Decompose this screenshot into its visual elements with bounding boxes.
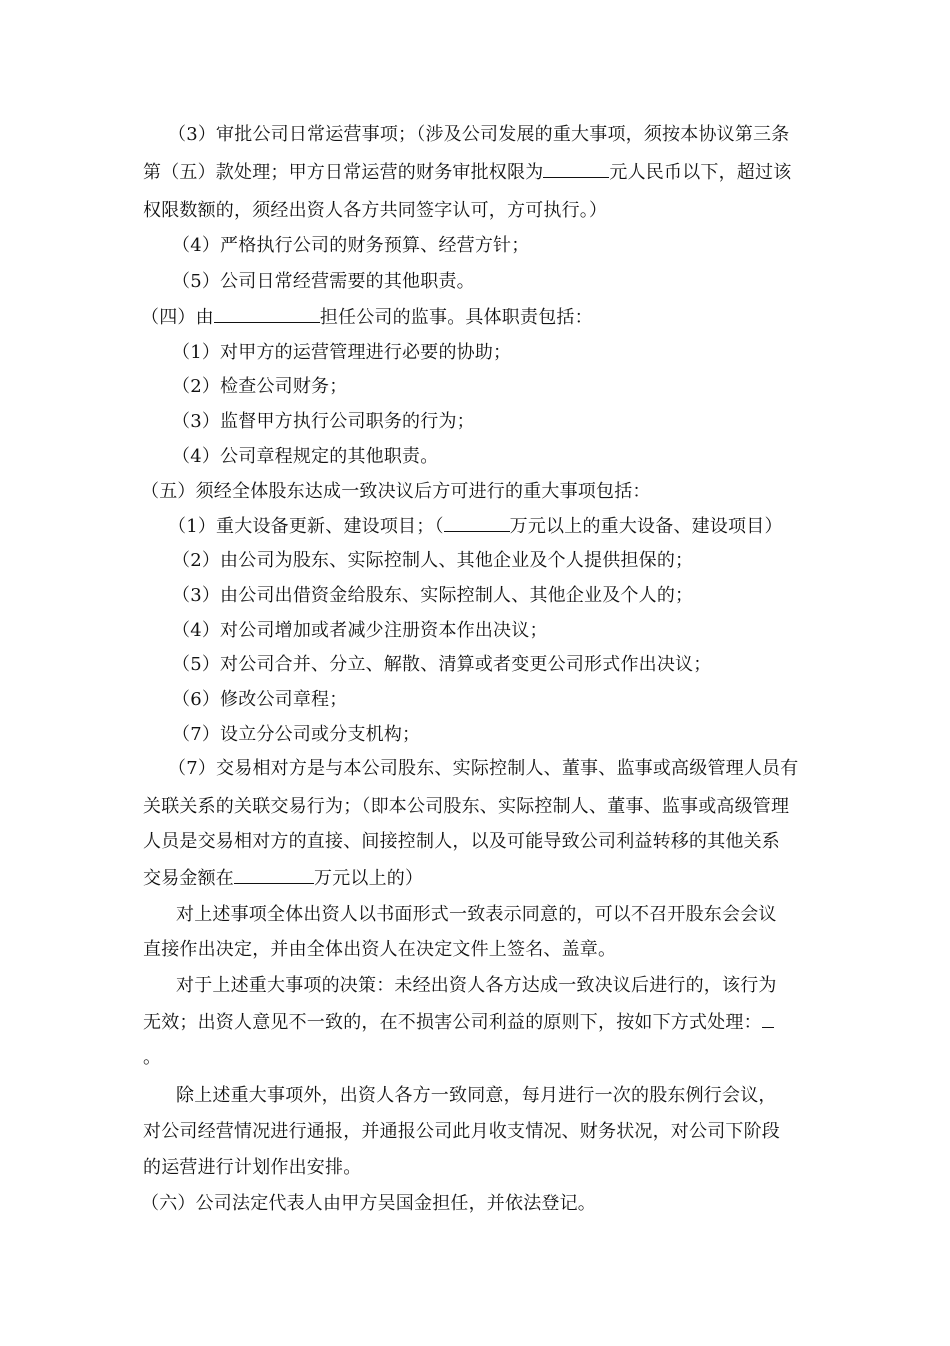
paragraph-5-7b-line-1: （7）交易相对方是与本公司股东、实际控制人、董事、监事或高级管理人员有 (168, 758, 799, 779)
paragraph-5-7b-line-2: 关联关系的关联交易行为；（即本公司股东、实际控制人、董事、监事或高级管理 (143, 796, 790, 817)
text-segment: 万元以上的重大设备、建设项目） (509, 516, 783, 537)
fill-blank-approval-limit[interactable] (543, 161, 609, 178)
paragraph-meeting-line-1: 除上述重大事项外，出资人各方一致同意，每月进行一次的股东例行会议， (176, 1085, 777, 1106)
paragraph-4-2: （2）检查公司财务； (172, 376, 348, 397)
paragraph-3-3-line-1: （3）审批公司日常运营事项；（涉及公司发展的重大事项，须按本协议第三条 (168, 124, 790, 145)
paragraph-consent-line-1: 对上述事项全体出资人以书面形式一致表示同意的，可以不召开股东会会议 (176, 904, 777, 925)
text-segment: （1）重大设备更新、建设项目；（ (168, 516, 444, 537)
paragraph-4-1: （1）对甲方的运营管理进行必要的协助； (172, 342, 512, 363)
text-segment: 交易金额在 (143, 868, 234, 889)
paragraph-5-7b-line-3: 人员是交易相对方的直接、间接控制人，以及可能导致公司利益转移的其他关系 (143, 831, 780, 852)
fill-blank-equipment-amount[interactable] (444, 515, 510, 532)
paragraph-4-4: （4）公司章程规定的其他职责。 (172, 446, 439, 467)
paragraph-meeting-line-2: 对公司经营情况进行通报，并通报公司此月收支情况、财务状况，对公司下阶段 (143, 1121, 780, 1142)
paragraph-5-6: （6）修改公司章程； (172, 689, 348, 710)
paragraph-3-4: （4）严格执行公司的财务预算、经营方针； (172, 235, 530, 256)
section-5-heading: （五）须经全体股东达成一致决议后方可进行的重大事项包括： (141, 481, 651, 502)
paragraph-5-3: （3）由公司出借资金给股东、实际控制人、其他企业及个人的； (172, 585, 694, 606)
paragraph-3-3-line-2 (143, 161, 791, 184)
text-segment: 元人民币以下，超过该 (609, 162, 792, 183)
text-segment: 万元以上的） (314, 868, 424, 889)
paragraph-meeting-line-3: 的运营进行计划作出安排。 (143, 1157, 362, 1178)
paragraph-5-5: （5）对公司合并、分立、解散、清算或者变更公司形式作出决议； (172, 654, 712, 675)
paragraph-decision-line-3: 。 (143, 1047, 162, 1068)
paragraph-5-7b-line-4 (143, 867, 423, 890)
text-segment: 担任公司的监事。具体职责包括： (319, 307, 593, 328)
paragraph-5-4: （4）对公司增加或者减少注册资本作出决议； (172, 620, 548, 641)
paragraph-5-2: （2）由公司为股东、实际控制人、其他企业及个人提供担保的； (172, 550, 694, 571)
section-6-heading: （六）公司法定代表人由甲方吴国金担任，并依法登记。 (141, 1193, 596, 1214)
text-segment: （四）由 (141, 307, 214, 328)
paragraph-3-5: （5）公司日常经营需要的其他职责。 (172, 271, 475, 292)
text-segment: 第（五）款处理；甲方日常运营的财务审批权限为 (143, 162, 544, 183)
paragraph-3-3-line-3: 权限数额的，须经出资人各方共同签字认可，方可执行。） (143, 200, 608, 221)
paragraph-5-7: （7）设立分公司或分支机构； (172, 724, 421, 745)
fill-blank-transaction-amount[interactable] (234, 867, 314, 884)
text-segment: 无效；出资人意见不一致的，在不损害公司利益的原则下，按如下方式处理： (143, 1012, 762, 1033)
paragraph-decision-line-1: 对于上述重大事项的决策：未经出资人各方达成一致决议后进行的，该行为 (176, 975, 777, 996)
paragraph-decision-line-2 (143, 1011, 774, 1034)
fill-blank-resolution-method[interactable] (762, 1011, 774, 1028)
paragraph-4-3: （3）监督甲方执行公司职务的行为； (172, 411, 475, 432)
fill-blank-supervisor-name[interactable] (214, 306, 320, 323)
paragraph-consent-line-2: 直接作出决定，并由全体出资人在决定文件上签名、盖章。 (143, 939, 617, 960)
section-4-heading (141, 306, 593, 329)
paragraph-5-1 (168, 515, 783, 538)
